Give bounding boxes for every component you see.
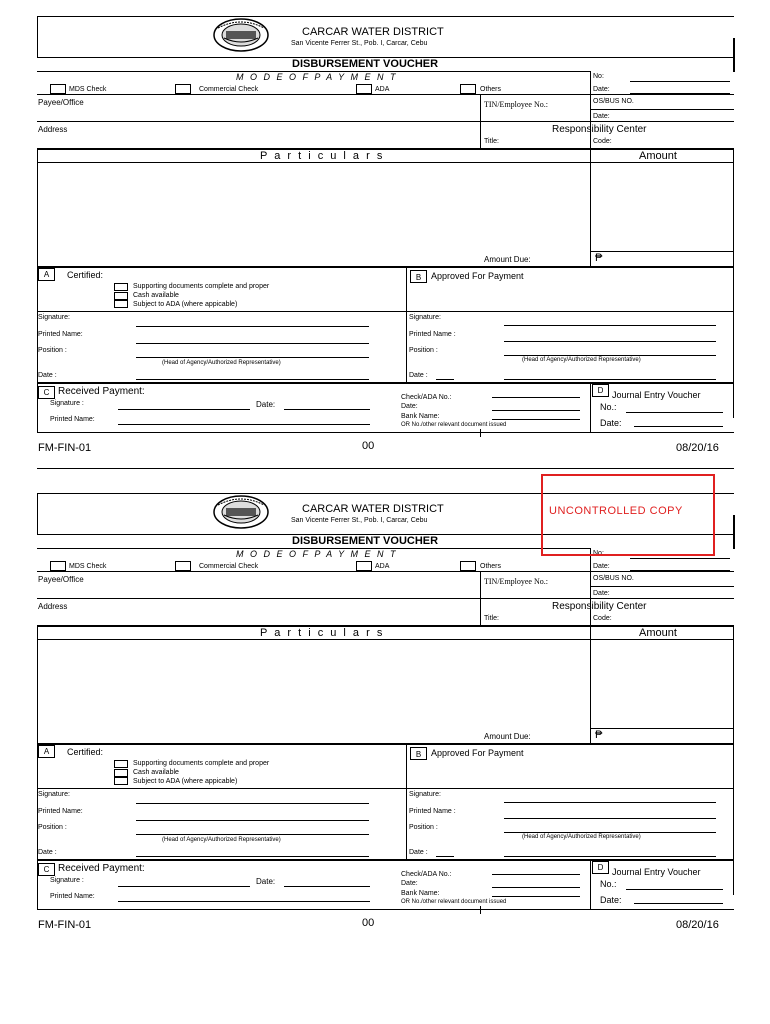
os-bus-label: OS/BUS NO.	[593, 575, 634, 582]
address-label: Address	[38, 602, 68, 611]
payee-label: Payee/Office	[38, 98, 84, 107]
rule	[733, 148, 734, 418]
rule	[590, 109, 734, 110]
rule	[480, 906, 481, 914]
org-seal-logo	[212, 18, 270, 52]
amount-header: Amount	[639, 627, 677, 639]
mode-of-payment-label: M O D E O F P A Y M E N T	[236, 549, 398, 559]
address-label: Address	[38, 125, 68, 134]
box-c-letter: C	[38, 863, 55, 876]
d-no-line[interactable]	[626, 889, 723, 890]
b-position-label: Position :	[409, 824, 438, 831]
rule	[406, 743, 407, 859]
payee-label: Payee/Office	[38, 575, 84, 584]
rule	[37, 121, 734, 122]
a-position-line[interactable]	[136, 834, 369, 835]
a-date-label: Date :	[38, 372, 57, 379]
rule	[630, 558, 730, 559]
cash-available-checkbox[interactable]	[114, 769, 128, 777]
supporting-docs-checkbox[interactable]	[114, 760, 128, 768]
bank-name-label: Bank Name:	[401, 413, 440, 420]
b-signature-line[interactable]	[504, 802, 716, 803]
no-label: No:	[593, 73, 604, 80]
box-c-letter: C	[38, 386, 55, 399]
supporting-docs-checkbox[interactable]	[114, 283, 128, 291]
commercial-check-checkbox[interactable]	[175, 561, 191, 571]
stamp-text: UNCONTROLLED COPY	[549, 505, 683, 517]
title-label: Title:	[484, 615, 499, 622]
revision-number: 00	[362, 917, 375, 929]
b-position-label: Position :	[409, 347, 438, 354]
rule	[590, 71, 591, 149]
amount-field[interactable]	[593, 165, 731, 245]
b-printed-name-line[interactable]	[504, 818, 716, 819]
bank-name-line[interactable]	[492, 419, 580, 420]
others-label: Others	[480, 563, 502, 570]
c-date-label: Date:	[256, 877, 276, 886]
b-printed-name-label: Printed Name :	[409, 808, 456, 815]
particulars-field[interactable]	[40, 642, 588, 722]
rule	[590, 382, 591, 432]
a-printed-name-line[interactable]	[136, 343, 369, 344]
rule	[37, 266, 38, 382]
received-payment-label: Received Payment:	[58, 386, 145, 397]
org-name: CARCAR WATER DISTRICT	[302, 503, 444, 515]
c-date2-line[interactable]	[492, 887, 580, 888]
rule	[406, 266, 407, 382]
subject-to-ada-checkbox[interactable]	[114, 777, 128, 785]
c-date-line[interactable]	[284, 409, 370, 410]
certified-label: Certified:	[67, 747, 104, 757]
particulars-field[interactable]	[40, 165, 588, 245]
no-label: No:	[593, 550, 604, 557]
a-signature-label: Signature:	[38, 791, 70, 798]
subject-to-ada-label: Subject to ADA (where appicable)	[133, 301, 238, 308]
date-label: Date:	[593, 563, 610, 570]
effective-date: 08/20/16	[676, 442, 719, 454]
c-date2-label: Date:	[401, 880, 418, 887]
left-border	[37, 493, 38, 535]
check-ada-label: Check/ADA No.:	[401, 871, 452, 878]
a-printed-name-label: Printed Name:	[38, 808, 83, 815]
amount-due-label: Amount Due:	[484, 255, 531, 264]
rule	[37, 743, 38, 859]
b-date-line[interactable]	[504, 856, 716, 857]
os-date-label: Date:	[593, 590, 610, 597]
tin-label: TIN/Employee No.:	[484, 577, 548, 586]
ada-checkbox[interactable]	[356, 84, 372, 94]
rule	[590, 625, 591, 743]
mode-of-payment-label: M O D E O F P A Y M E N T	[236, 72, 398, 82]
journal-entry-label: Journal Entry Voucher	[612, 390, 701, 400]
a-head-caption: (Head of Agency/Authorized Representative)	[162, 837, 281, 843]
rule	[37, 148, 734, 150]
rule	[590, 859, 591, 909]
form-code: FM-FIN-01	[38, 919, 92, 931]
c-printed-name-label: Printed Name:	[50, 416, 95, 423]
a-printed-name-label: Printed Name:	[38, 331, 83, 338]
box-a-letter: A	[38, 268, 55, 281]
responsibility-center-label: Responsibility Center	[552, 124, 647, 135]
check-ada-line[interactable]	[492, 397, 580, 398]
b-printed-name-line[interactable]	[504, 341, 716, 342]
c-date-label: Date:	[256, 400, 276, 409]
rule	[37, 625, 38, 743]
voucher-copy-1	[0, 0, 770, 470]
or-no-label: OR No./other relevant document issued	[401, 422, 507, 428]
c-date2-label: Date:	[401, 403, 418, 410]
subject-to-ada-checkbox[interactable]	[114, 300, 128, 308]
b-position-line[interactable]	[504, 355, 716, 356]
check-ada-line[interactable]	[492, 874, 580, 875]
c-date-line[interactable]	[284, 886, 370, 887]
rule	[436, 856, 454, 857]
box-d-letter: D	[592, 861, 609, 874]
rule	[37, 432, 734, 433]
subject-to-ada-label: Subject to ADA (where appicable)	[133, 778, 238, 785]
box-a-letter: A	[38, 745, 55, 758]
d-date-line[interactable]	[634, 903, 723, 904]
c-printed-name-label: Printed Name:	[50, 893, 95, 900]
c-printed-name-line[interactable]	[118, 901, 370, 902]
a-signature-label: Signature:	[38, 314, 70, 321]
c-printed-name-line[interactable]	[118, 424, 370, 425]
os-bus-label: OS/BUS NO.	[593, 98, 634, 105]
mds-check-checkbox[interactable]	[50, 84, 66, 94]
ada-label: ADA	[375, 563, 390, 570]
b-signature-label: Signature:	[409, 314, 441, 321]
supporting-docs-label: Supporting documents complete and proper	[133, 760, 270, 767]
form-title: DISBURSEMENT VOUCHER	[292, 535, 439, 547]
rule	[590, 728, 734, 729]
b-signature-label: Signature:	[409, 791, 441, 798]
c-signature-label: Signature :	[50, 400, 84, 407]
os-date-label: Date:	[593, 113, 610, 120]
d-no-label: No.:	[600, 879, 617, 889]
d-date-label: Date:	[600, 418, 622, 428]
a-position-label: Position :	[38, 824, 67, 831]
d-no-line[interactable]	[626, 412, 723, 413]
rule	[37, 311, 734, 312]
check-ada-label: Check/ADA No.:	[401, 394, 452, 401]
rule	[37, 94, 734, 95]
rule	[37, 148, 38, 266]
bank-name-label: Bank Name:	[401, 890, 440, 897]
rule	[37, 639, 734, 640]
rule	[37, 598, 734, 599]
amount-header: Amount	[639, 150, 677, 162]
supporting-docs-label: Supporting documents complete and proper	[133, 283, 270, 290]
approved-label: Approved For Payment	[431, 271, 524, 281]
peso-sign: ₱	[595, 252, 603, 264]
c-date2-line[interactable]	[492, 410, 580, 411]
rule	[590, 586, 734, 587]
cash-available-label: Cash available	[133, 769, 179, 776]
right-border	[733, 38, 735, 72]
or-no-label: OR No./other relevant document issued	[401, 899, 507, 905]
org-seal-logo	[212, 495, 270, 529]
d-no-label: No.:	[600, 402, 617, 412]
ada-checkbox[interactable]	[356, 561, 372, 571]
a-date-label: Date :	[38, 849, 57, 856]
tin-label: TIN/Employee No.:	[484, 100, 548, 109]
date-label: Date:	[593, 86, 610, 93]
b-head-caption: (Head of Agency/Authorized Representative)	[522, 357, 641, 363]
journal-entry-label: Journal Entry Voucher	[612, 867, 701, 877]
code-label: Code:	[593, 615, 612, 622]
rule	[37, 382, 734, 384]
org-name: CARCAR WATER DISTRICT	[302, 26, 444, 38]
a-position-label: Position :	[38, 347, 67, 354]
received-payment-label: Received Payment:	[58, 863, 145, 874]
mds-check-label: MDS Check	[69, 563, 107, 570]
rule	[37, 571, 734, 572]
peso-sign: ₱	[595, 729, 603, 741]
box-b-letter: B	[410, 747, 427, 760]
rule	[37, 788, 734, 789]
d-date-line[interactable]	[634, 426, 723, 427]
b-date-line[interactable]	[504, 379, 716, 380]
right-border	[733, 515, 735, 549]
top-border	[37, 16, 734, 17]
amount-due-label: Amount Due:	[484, 732, 531, 741]
bank-name-line[interactable]	[492, 896, 580, 897]
a-signature-line[interactable]	[136, 326, 369, 327]
a-printed-name-line[interactable]	[136, 820, 369, 821]
a-signature-line[interactable]	[136, 803, 369, 804]
certified-label: Certified:	[67, 270, 104, 280]
c-signature-label: Signature :	[50, 877, 84, 884]
cash-available-label: Cash available	[133, 292, 179, 299]
rule	[480, 429, 481, 437]
box-d-letter: D	[592, 384, 609, 397]
a-head-caption: (Head of Agency/Authorized Representative)	[162, 360, 281, 366]
title-label: Title:	[484, 138, 499, 145]
rule	[37, 266, 734, 268]
rule	[37, 859, 734, 861]
particulars-header: P a r t i c u l a r s	[260, 150, 385, 162]
commercial-check-checkbox[interactable]	[175, 84, 191, 94]
effective-date: 08/20/16	[676, 919, 719, 931]
c-signature-line[interactable]	[118, 886, 250, 887]
responsibility-center-label: Responsibility Center	[552, 601, 647, 612]
a-date-line[interactable]	[136, 856, 369, 857]
left-border	[37, 16, 38, 58]
form-code: FM-FIN-01	[38, 442, 92, 454]
form-title: DISBURSEMENT VOUCHER	[292, 58, 439, 70]
amount-field[interactable]	[593, 642, 731, 722]
approved-label: Approved For Payment	[431, 748, 524, 758]
commercial-check-label: Commercial Check	[199, 563, 259, 570]
uncontrolled-copy-stamp	[541, 474, 715, 556]
rule	[37, 743, 734, 745]
a-position-line[interactable]	[136, 357, 369, 358]
b-signature-line[interactable]	[504, 325, 716, 326]
d-date-label: Date:	[600, 895, 622, 905]
b-head-caption: (Head of Agency/Authorized Representative)	[522, 834, 641, 840]
rule	[590, 548, 591, 626]
rule	[590, 148, 591, 266]
cash-available-checkbox[interactable]	[114, 292, 128, 300]
revision-number: 00	[362, 440, 375, 452]
page-separator	[37, 468, 734, 469]
b-date-label: Date :	[409, 372, 428, 379]
a-date-line[interactable]	[136, 379, 369, 380]
others-checkbox[interactable]	[460, 84, 476, 94]
b-date-label: Date :	[409, 849, 428, 856]
org-address: San Vicente Ferrer St., Pob. I, Carcar, Cebu	[291, 517, 428, 524]
org-address: San Vicente Ferrer St., Pob. I, Carcar, Cebu	[291, 40, 428, 47]
mds-check-checkbox[interactable]	[50, 561, 66, 571]
rule	[37, 625, 734, 627]
commercial-check-label: Commercial Check	[199, 86, 259, 93]
particulars-header: P a r t i c u l a r s	[260, 627, 385, 639]
c-signature-line[interactable]	[118, 409, 250, 410]
rule	[37, 162, 734, 163]
rule	[37, 909, 734, 910]
rule	[630, 81, 730, 82]
ada-label: ADA	[375, 86, 390, 93]
b-printed-name-label: Printed Name :	[409, 331, 456, 338]
rule	[590, 251, 734, 252]
rule	[733, 625, 734, 895]
box-b-letter: B	[410, 270, 427, 283]
rule	[436, 379, 454, 380]
code-label: Code:	[593, 138, 612, 145]
mds-check-label: MDS Check	[69, 86, 107, 93]
b-position-line[interactable]	[504, 832, 716, 833]
others-checkbox[interactable]	[460, 561, 476, 571]
others-label: Others	[480, 86, 502, 93]
